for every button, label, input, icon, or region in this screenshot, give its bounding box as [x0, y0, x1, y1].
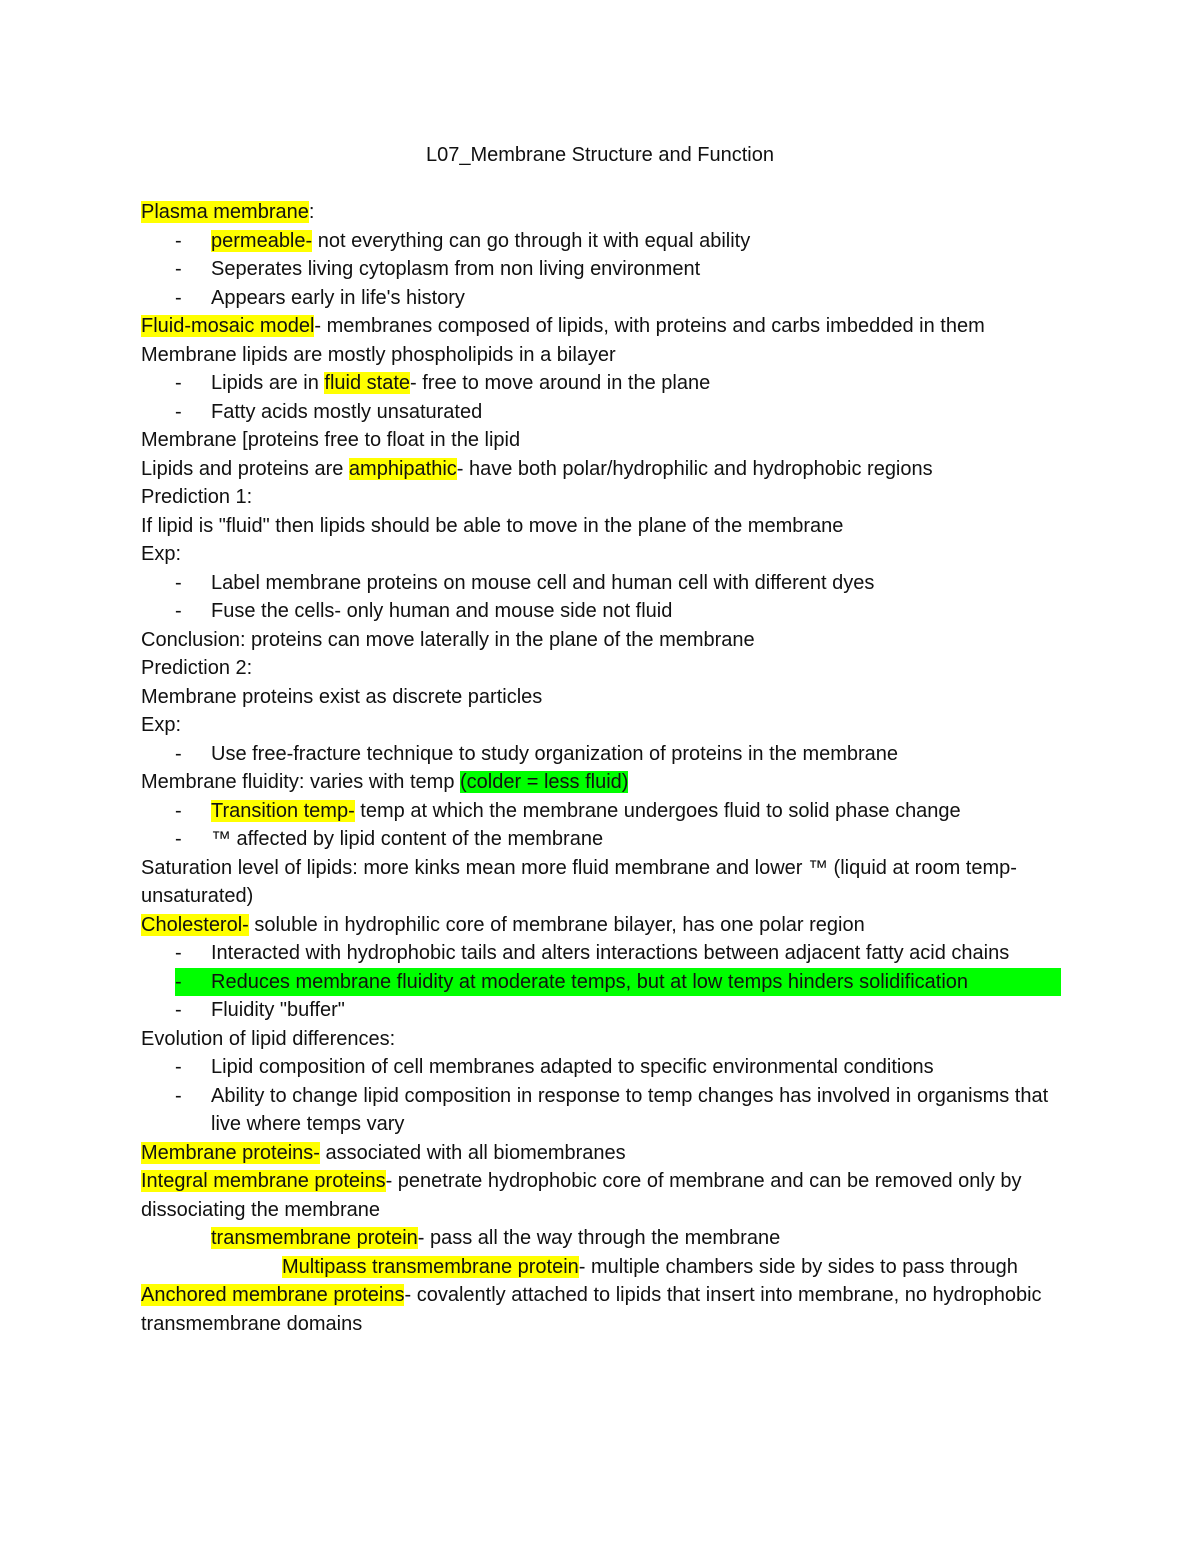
highlight-green: (colder = less fluid) [460, 771, 629, 793]
highlight: permeable- [211, 229, 313, 252]
highlight: Transition temp- [211, 799, 355, 822]
bullet-item: - Label membrane proteins on mouse cell and human cell with different dyes [141, 569, 1061, 598]
line-plasma-membrane: Plasma membrane: [141, 201, 315, 223]
bullet-item: - Lipid composition of cell membranes adapted to specific environmental conditions [141, 1053, 1061, 1082]
text-paragraph: Saturation level of lipids: more kinks mean more fluid membrane and lower ™ (liquid at room temp- unsaturated) [141, 856, 1017, 907]
document-title: L07_Membrane Structure and Function [426, 144, 774, 166]
bullet-item: - Appears early in life's history [141, 284, 1061, 313]
text-line: Prediction 2: [141, 657, 253, 679]
bullet-item: - Fuse the cells- only human and mouse side not fluid [141, 597, 1061, 626]
highlight: Anchored membrane proteins [141, 1284, 405, 1306]
line-amphipathic: Lipids and proteins are amphipathic- have both polar/hydrophilic and hydrophobic regions [141, 457, 933, 480]
bullet-dash: - [175, 942, 182, 964]
text-line: Exp: [141, 543, 182, 565]
text-line: Exp: [141, 714, 182, 736]
bullet-item: - Ability to change lipid composition in response to temp changes has involved in organisms that live where temps vary [141, 1082, 1061, 1139]
line-membrane-fluidity: Membrane fluidity: varies with temp (colder = less fluid) [141, 771, 629, 793]
highlight: Plasma membrane [141, 201, 309, 223]
bullet-item-highlighted: - Reduces membrane fluidity at moderate temps, but at low temps hinders solidification [175, 968, 1061, 997]
bullet-dash: - [175, 571, 182, 594]
line-integral-proteins: Integral membrane proteins- penetrate hydrophobic core of membrane and can be removed only by dissociating the membrane [141, 1170, 1022, 1221]
line-transmembrane-protein: transmembrane protein- pass all the way through the membrane [211, 1227, 781, 1249]
bullet-item: - Fluidity "buffer" [141, 996, 1061, 1025]
text-line: Conclusion: proteins can move laterally in the plane of the membrane [141, 628, 755, 651]
bullet-dash: - [175, 970, 182, 993]
bullet-dash: - [175, 372, 182, 394]
bullet-item: - Fatty acids mostly unsaturated [141, 398, 1061, 427]
bullet-dash: - [175, 799, 182, 822]
bullet-item: - Seperates living cytoplasm from non living environment [141, 255, 1061, 284]
bullet-dash: - [175, 1084, 182, 1107]
bullet-item: - Lipids are in fluid state- free to move around in the plane [141, 369, 1061, 398]
line-multipass-protein: Multipass transmembrane protein- multiple chambers side by sides to pass through [282, 1255, 1018, 1278]
highlight: Cholesterol- [141, 913, 249, 936]
bullet-dash: - [175, 742, 182, 765]
bullet-item: - Use free-fracture technique to study organization of proteins in the membrane [141, 740, 1061, 769]
bullet-item: - Interacted with hydrophobic tails and alters interactions between adjacent fatty acid chains [141, 939, 1061, 968]
bullet-item: - permeable- not everything can go through it with equal ability [141, 227, 1061, 256]
bullet-dash: - [175, 286, 182, 309]
highlight: Multipass transmembrane protein [282, 1255, 579, 1278]
line-membrane-proteins: Membrane proteins- associated with all biomembranes [141, 1141, 626, 1164]
text-line: Membrane [proteins free to float in the lipid [141, 429, 521, 451]
highlight: amphipathic [348, 457, 457, 480]
text-line: Prediction 1: [141, 486, 253, 508]
bullet-dash: - [175, 1056, 182, 1078]
highlight: Membrane proteins- [141, 1141, 320, 1164]
bullet-dash: - [175, 600, 182, 622]
text-line: Membrane proteins exist as discrete particles [141, 685, 543, 708]
text-line: Membrane lipids are mostly phospholipids in a bilayer [141, 343, 616, 366]
highlight: Integral membrane proteins [141, 1170, 386, 1192]
bullet-item: - ™ affected by lipid content of the membrane [141, 825, 1061, 854]
highlight: Fluid-mosaic model [141, 315, 315, 337]
line-fluid-mosaic: Fluid-mosaic model- membranes composed of lipids, with proteins and carbs imbedded in them [141, 315, 985, 337]
bullet-dash: - [175, 828, 182, 850]
bullet-dash: - [175, 999, 182, 1021]
bullet-dash: - [175, 229, 182, 252]
line-anchored-proteins: Anchored membrane proteins- covalently attached to lipids that insert into membrane, no hydrophobic transmembrane domains [141, 1284, 1042, 1335]
highlight: fluid state [324, 372, 411, 394]
text-line: Evolution of lipid differences: [141, 1027, 396, 1050]
bullet-dash: - [175, 400, 182, 423]
document-body [141, 198, 1061, 1338]
bullet-item: - Transition temp- temp at which the membrane undergoes fluid to solid phase change [141, 797, 1061, 826]
bullet-dash: - [175, 258, 182, 280]
highlight: transmembrane protein [211, 1227, 418, 1249]
line-cholesterol: Cholesterol- soluble in hydrophilic core of membrane bilayer, has one polar region [141, 913, 865, 936]
text-line: If lipid is "fluid" then lipids should be able to move in the plane of the membrane [141, 514, 844, 537]
